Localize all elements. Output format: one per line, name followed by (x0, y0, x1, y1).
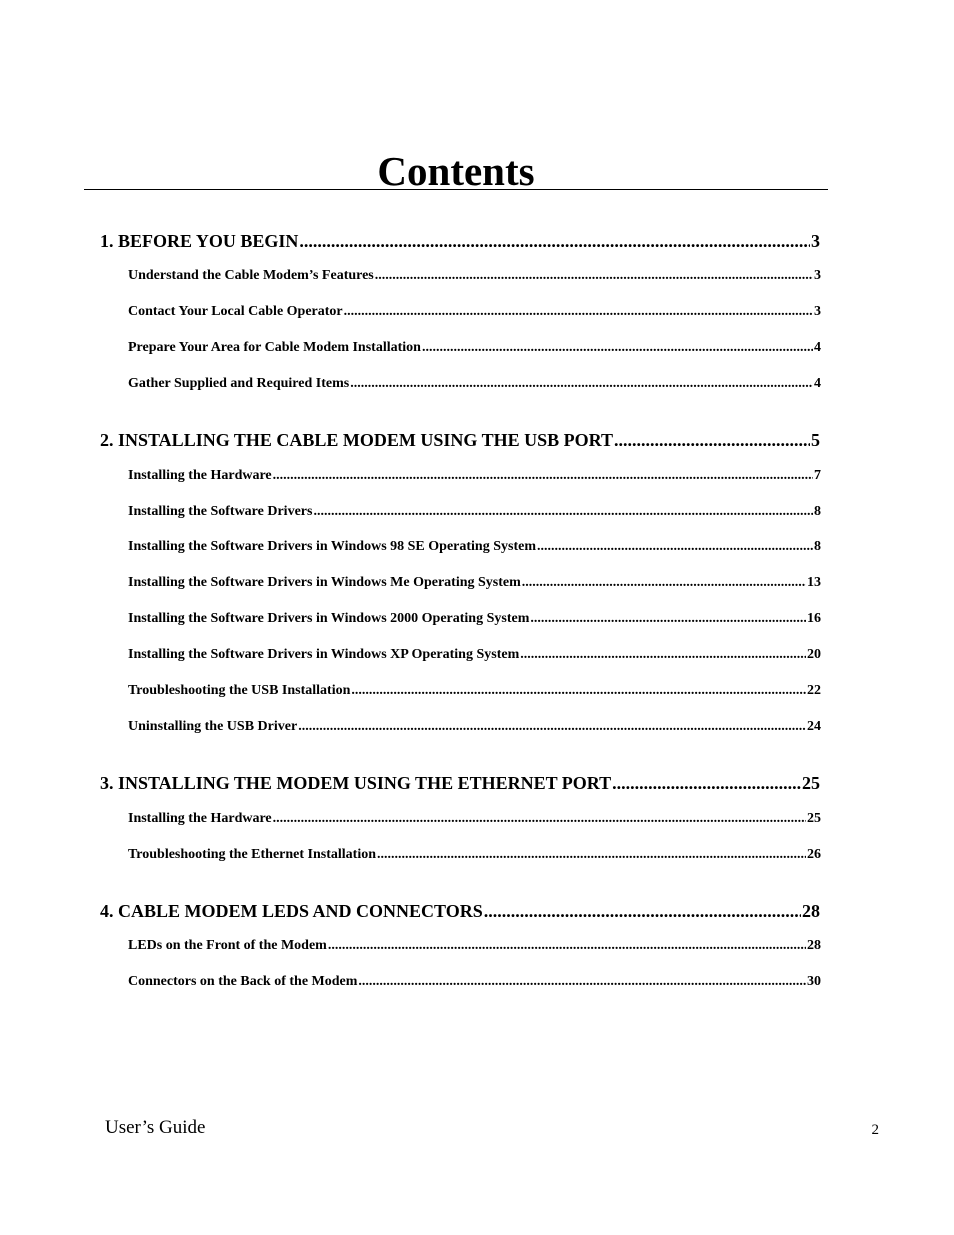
toc-page-number: 28 (802, 901, 820, 921)
toc-page-number: 22 (807, 683, 821, 698)
toc-page-number: 8 (814, 504, 821, 519)
toc-page-number: 8 (814, 539, 821, 554)
toc-subsection[interactable] (128, 846, 821, 864)
toc-page-number: 3 (814, 304, 821, 319)
toc-section-4[interactable] (100, 900, 820, 922)
toc-leader-dots (484, 900, 801, 922)
toc-section-3[interactable] (100, 772, 820, 794)
footer-page-number: 2 (871, 1122, 879, 1138)
toc-leader-dots (298, 718, 806, 736)
toc-subsection[interactable] (128, 682, 821, 700)
toc-subsection[interactable] (128, 810, 821, 828)
toc-page-number: 25 (807, 811, 821, 826)
toc-entry-text: Installing the Software Drivers in Windows XP Operating System (128, 647, 520, 662)
toc-page-number: 28 (807, 938, 821, 953)
title-rule (84, 189, 828, 190)
toc-page-number: 13 (807, 575, 821, 590)
toc-entry-text: Installing the Software Drivers in Windows 2000 Operating System (128, 611, 530, 626)
toc-subsection[interactable] (128, 646, 821, 664)
toc-page-number: 16 (807, 611, 821, 626)
toc-entry-text: Connectors on the Back of the Modem (128, 974, 358, 989)
toc-entry-text: Gather Supplied and Required Items (128, 376, 350, 391)
toc-entry-text: 1. BEFORE YOU BEGIN (100, 231, 299, 251)
toc-page-number: 4 (814, 376, 821, 391)
toc-entry-text: 3. INSTALLING THE MODEM USING THE ETHERNET PORT (100, 773, 612, 793)
toc-entry-text: Installing the Software Drivers in Windows Me Operating System (128, 575, 521, 590)
toc-subsection[interactable] (128, 375, 821, 393)
toc-leader-dots (614, 429, 810, 451)
toc-subsection[interactable] (128, 467, 821, 485)
toc-entry-text: 2. INSTALLING THE CABLE MODEM USING THE USB PORT (100, 430, 613, 450)
toc-leader-dots (299, 230, 810, 252)
toc-subsection[interactable] (128, 574, 821, 592)
toc-entry-text: 4. CABLE MODEM LEDS AND CONNECTORS (100, 901, 483, 921)
toc-leader-dots (351, 682, 806, 700)
toc-page-number: 26 (807, 847, 821, 862)
toc-leader-dots (313, 503, 813, 521)
toc-subsection[interactable] (128, 538, 821, 556)
toc-leader-dots (377, 846, 806, 864)
footer-document-name: User’s Guide (105, 1117, 206, 1138)
toc-entry-text: Installing the Software Drivers in Windows 98 SE Operating System (128, 539, 536, 554)
toc-leader-dots (358, 973, 806, 991)
toc-section-2[interactable] (100, 429, 820, 451)
toc-leader-dots (375, 267, 813, 285)
toc-entry-text: Contact Your Local Cable Operator (128, 304, 343, 319)
toc-page-number: 30 (807, 974, 821, 989)
toc-leader-dots (530, 610, 806, 628)
toc-subsection[interactable] (128, 937, 821, 955)
toc-leader-dots (273, 467, 813, 485)
toc-page-number: 4 (814, 340, 821, 355)
toc-subsection[interactable] (128, 973, 821, 991)
toc-entry-text: LEDs on the Front of the Modem (128, 938, 327, 953)
toc-entry-text: Installing the Hardware (128, 811, 272, 826)
toc-entry-text: Troubleshooting the Ethernet Installation (128, 847, 377, 862)
toc-page-number: 20 (807, 647, 821, 662)
toc-page-number: 7 (814, 468, 821, 483)
toc-section-1[interactable] (100, 230, 820, 252)
page-title: Contents (377, 148, 535, 194)
toc-subsection[interactable] (128, 339, 821, 357)
toc-page-number: 5 (811, 430, 820, 450)
toc-leader-dots (328, 937, 806, 955)
toc-subsection[interactable] (128, 267, 821, 285)
toc-page-number: 24 (807, 719, 821, 734)
toc-leader-dots (522, 574, 806, 592)
toc-entry-text: Understand the Cable Modem’s Features (128, 268, 374, 283)
toc-page-number: 3 (811, 231, 820, 251)
toc-leader-dots (537, 538, 813, 556)
toc-leader-dots (344, 303, 813, 321)
toc-page-number: 25 (802, 773, 820, 793)
toc-subsection[interactable] (128, 303, 821, 321)
toc-entry-text: Troubleshooting the USB Installation (128, 683, 351, 698)
toc-entry-text: Installing the Software Drivers (128, 504, 313, 519)
toc-entry-text: Prepare Your Area for Cable Modem Installation (128, 340, 421, 355)
toc-entry-text: Installing the Hardware (128, 468, 272, 483)
toc-subsection[interactable] (128, 503, 821, 521)
toc-subsection[interactable] (128, 718, 821, 736)
toc-leader-dots (273, 810, 806, 828)
toc-page-number: 3 (814, 268, 821, 283)
toc-leader-dots (422, 339, 813, 357)
toc-leader-dots (520, 646, 806, 664)
toc-leader-dots (612, 772, 801, 794)
toc-leader-dots (350, 375, 813, 393)
toc-entry-text: Uninstalling the USB Driver (128, 719, 298, 734)
toc-subsection[interactable] (128, 610, 821, 628)
